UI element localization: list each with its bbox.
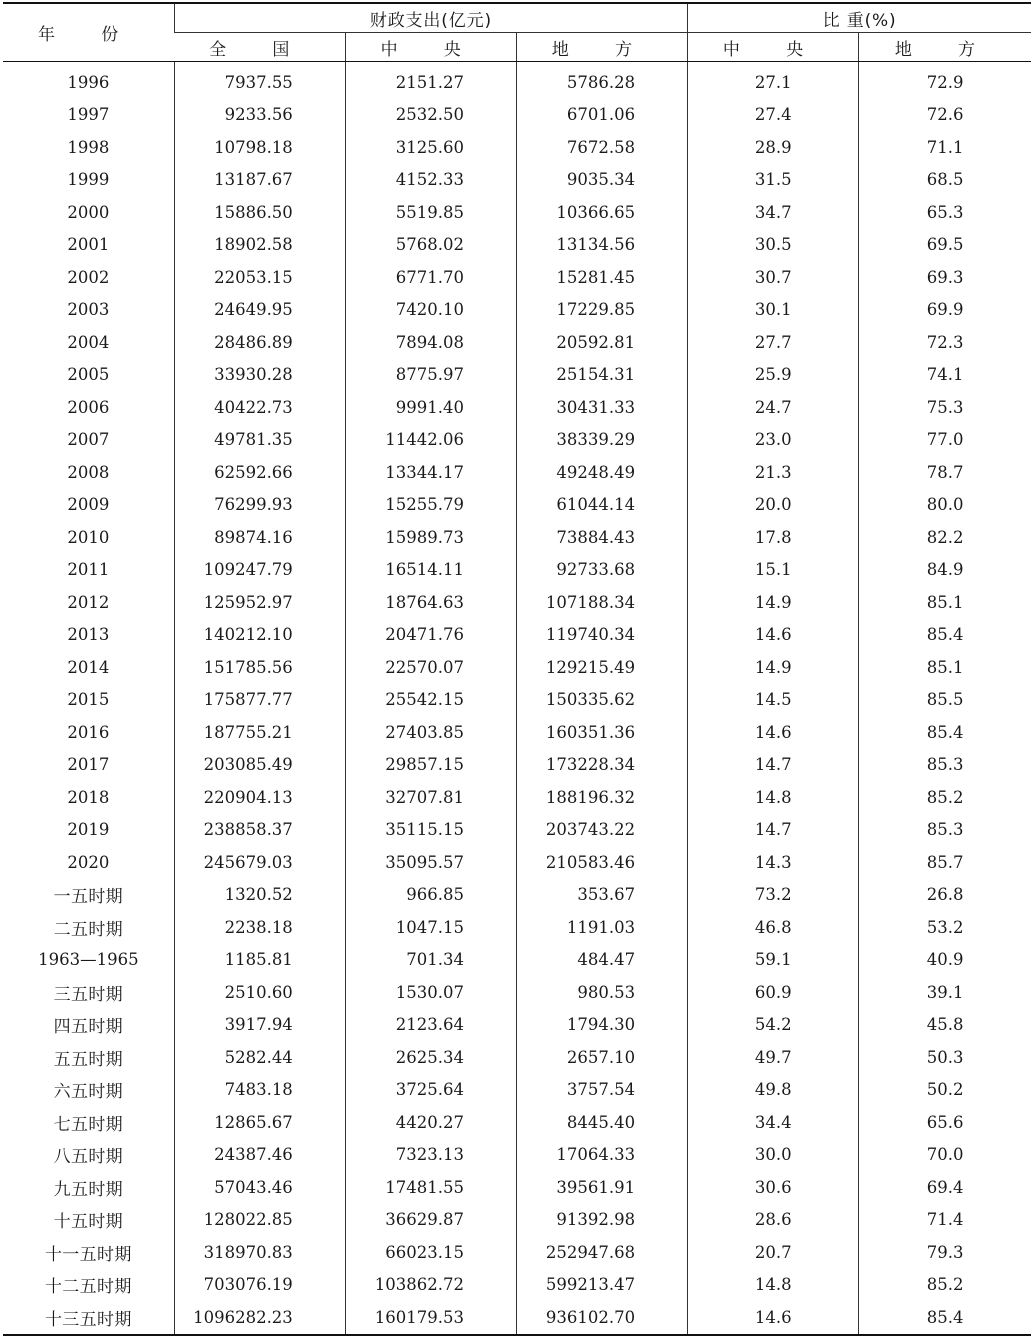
central-cell: 2151.27 [345,62,516,99]
table-row [3,99,1031,132]
share-central-cell: 20.0 [688,489,859,522]
national-cell: 128022.85 [174,1204,345,1237]
national-cell: 49781.35 [174,424,345,457]
local-cell: 119740.34 [516,619,687,652]
share-local-cell: 40.9 [859,944,1031,977]
share-central-cell: 14.3 [688,846,859,879]
central-cell: 7420.10 [345,294,516,327]
central-cell: 22570.07 [345,651,516,684]
year-cell: 2008 [67,462,110,482]
central-cell: 103862.72 [345,1269,516,1302]
share-central-cell: 30.1 [688,294,859,327]
year-cell: 五五时期 [53,1049,124,1070]
central-cell: 2532.50 [345,99,516,132]
share-central-cell: 30.0 [688,1139,859,1172]
year-cell: 2015 [67,690,110,710]
share-central-cell: 23.0 [688,424,859,457]
share-central-cell: 14.9 [688,586,859,619]
local-cell: 150335.62 [516,684,687,717]
local-cell: 25154.31 [516,359,687,392]
share-central-cell: 28.9 [688,131,859,164]
share-central-cell: 28.6 [688,1204,859,1237]
share-central-cell: 73.2 [688,879,859,912]
national-cell: 7483.18 [174,1074,345,1107]
central-cell: 20471.76 [345,619,516,652]
year-cell: 十一五时期 [44,1244,132,1265]
share-central-cell: 31.5 [688,164,859,197]
table-row [3,814,1031,847]
local-cell: 252947.68 [516,1236,687,1269]
table-row [3,781,1031,814]
share-central-cell: 60.9 [688,976,859,1009]
national-cell: 15886.50 [174,196,345,229]
year-cell: 一五时期 [53,887,124,908]
share-local-cell: 77.0 [859,424,1031,457]
central-cell: 16514.11 [345,554,516,587]
national-cell: 24649.95 [174,294,345,327]
table-row [3,1236,1031,1269]
share-central-cell: 14.6 [688,619,859,652]
table-row [3,489,1031,522]
local-cell: 39561.91 [516,1171,687,1204]
year-cell: 2014 [67,657,110,677]
national-cell: 703076.19 [174,1269,345,1302]
share-local-cell: 65.3 [859,196,1031,229]
year-cell: 三五时期 [53,984,124,1005]
central-cell: 17481.55 [345,1171,516,1204]
fiscal-expenditure-table [3,2,1031,1336]
table-row [3,1074,1031,1107]
local-cell: 20592.81 [516,326,687,359]
national-cell: 76299.93 [174,489,345,522]
table-row [3,359,1031,392]
table-row [3,1171,1031,1204]
local-cell: 7672.58 [516,131,687,164]
year-cell: 2011 [67,560,110,580]
national-cell: 57043.46 [174,1171,345,1204]
year-cell: 1996 [67,72,110,92]
national-cell: 203085.49 [174,749,345,782]
national-cell: 1320.52 [174,879,345,912]
share-local-cell: 39.1 [859,976,1031,1009]
table-row [3,749,1031,782]
local-cell: 8445.40 [516,1106,687,1139]
share-central-cell: 21.3 [688,456,859,489]
share-local-cell: 72.6 [859,99,1031,132]
central-cell: 11442.06 [345,424,516,457]
national-cell: 10798.18 [174,131,345,164]
local-cell: 17229.85 [516,294,687,327]
local-cell: 160351.36 [516,716,687,749]
share-local-cell: 85.4 [859,1301,1031,1335]
year-cell: 1998 [67,137,110,157]
share-central-cell: 30.5 [688,229,859,262]
year-cell: 2001 [67,235,110,255]
central-cell: 2625.34 [345,1041,516,1074]
local-cell: 936102.70 [516,1301,687,1335]
table-row [3,944,1031,977]
table-row [3,164,1031,197]
local-cell: 203743.22 [516,814,687,847]
year-cell: 2010 [67,527,110,547]
local-cell: 91392.98 [516,1204,687,1237]
national-cell: 22053.15 [174,261,345,294]
share-central-column-header: 中 央 [688,33,859,62]
local-cell: 173228.34 [516,749,687,782]
national-cell: 7937.55 [174,62,345,99]
table-row [3,521,1031,554]
year-cell: 二五时期 [53,919,124,940]
local-cell: 17064.33 [516,1139,687,1172]
local-cell: 1794.30 [516,1009,687,1042]
national-cell: 109247.79 [174,554,345,587]
year-cell: 2003 [67,300,110,320]
table-row [3,1139,1031,1172]
year-cell: 四五时期 [53,1017,124,1038]
table-row [3,391,1031,424]
central-cell: 6771.70 [345,261,516,294]
central-cell: 7894.08 [345,326,516,359]
year-cell: 十五时期 [53,1212,124,1233]
share-local-cell: 78.7 [859,456,1031,489]
year-cell: 1963—1965 [38,950,139,970]
table-row [3,261,1031,294]
share-central-cell: 34.4 [688,1106,859,1139]
national-cell: 5282.44 [174,1041,345,1074]
table-row [3,976,1031,1009]
central-cell: 15255.79 [345,489,516,522]
year-cell: 1997 [67,105,110,125]
share-local-cell: 85.3 [859,814,1031,847]
national-cell: 238858.37 [174,814,345,847]
local-cell: 3757.54 [516,1074,687,1107]
local-column-header: 地 方 [516,33,687,62]
central-cell: 966.85 [345,879,516,912]
share-central-cell: 59.1 [688,944,859,977]
local-cell: 10366.65 [516,196,687,229]
local-cell: 353.67 [516,879,687,912]
table-row [3,1204,1031,1237]
share-local-cell: 75.3 [859,391,1031,424]
share-central-cell: 14.9 [688,651,859,684]
share-local-column-header: 地 方 [859,33,1031,62]
share-central-cell: 54.2 [688,1009,859,1042]
central-cell: 1530.07 [345,976,516,1009]
central-cell: 25542.15 [345,684,516,717]
central-cell: 4152.33 [345,164,516,197]
share-local-cell: 65.6 [859,1106,1031,1139]
table-row [3,196,1031,229]
central-cell: 2123.64 [345,1009,516,1042]
central-column-header: 中 央 [345,33,516,62]
table-header [3,3,1031,62]
year-cell: 2019 [67,820,110,840]
share-central-cell: 49.7 [688,1041,859,1074]
share-local-cell: 84.9 [859,554,1031,587]
share-central-cell: 14.5 [688,684,859,717]
year-cell: 2013 [67,625,110,645]
central-cell: 9991.40 [345,391,516,424]
year-cell: 2002 [67,267,110,287]
national-cell: 318970.83 [174,1236,345,1269]
table-row [3,1041,1031,1074]
share-central-cell: 14.7 [688,814,859,847]
central-cell: 29857.15 [345,749,516,782]
year-cell: 2007 [67,430,110,450]
table-row [3,294,1031,327]
central-cell: 35095.57 [345,846,516,879]
share-central-cell: 14.7 [688,749,859,782]
year-cell: 2004 [67,332,110,352]
share-central-cell: 30.7 [688,261,859,294]
national-cell: 125952.97 [174,586,345,619]
share-local-cell: 53.2 [859,911,1031,944]
year-cell: 十三五时期 [3,1301,174,1335]
share-local-cell: 80.0 [859,489,1031,522]
local-cell: 15281.45 [516,261,687,294]
share-local-cell: 70.0 [859,1139,1031,1172]
local-cell: 210583.46 [516,846,687,879]
local-cell: 2657.10 [516,1041,687,1074]
year-cell: 2018 [67,787,110,807]
central-cell: 15989.73 [345,521,516,554]
share-central-cell: 14.8 [688,781,859,814]
table-row [3,911,1031,944]
year-cell: 2012 [67,592,110,612]
national-cell: 9233.56 [174,99,345,132]
share-local-cell: 85.1 [859,651,1031,684]
table-row [3,1106,1031,1139]
year-cell: 六五时期 [53,1082,124,1103]
year-cell: 2017 [67,755,110,775]
share-central-cell: 17.8 [688,521,859,554]
share-local-cell: 82.2 [859,521,1031,554]
local-cell: 49248.49 [516,456,687,489]
central-cell: 4420.27 [345,1106,516,1139]
share-local-cell: 85.4 [859,619,1031,652]
table-row [3,326,1031,359]
share-central-cell: 15.1 [688,554,859,587]
share-central-cell: 24.7 [688,391,859,424]
central-cell: 7323.13 [345,1139,516,1172]
local-cell: 188196.32 [516,781,687,814]
national-cell: 1185.81 [174,944,345,977]
central-cell: 701.34 [345,944,516,977]
local-cell: 599213.47 [516,1269,687,1302]
share-central-cell: 20.7 [688,1236,859,1269]
local-cell: 30431.33 [516,391,687,424]
table-row [3,131,1031,164]
table-row [3,619,1031,652]
central-cell: 27403.85 [345,716,516,749]
national-column-header: 全 国 [174,33,345,62]
national-cell: 220904.13 [174,781,345,814]
national-cell: 1096282.23 [174,1301,345,1335]
central-cell: 13344.17 [345,456,516,489]
share-local-cell: 79.3 [859,1236,1031,1269]
year-cell: 九五时期 [53,1179,124,1200]
table-row [3,846,1031,879]
local-cell: 980.53 [516,976,687,1009]
share-local-cell: 68.5 [859,164,1031,197]
national-cell: 151785.56 [174,651,345,684]
central-cell: 5519.85 [345,196,516,229]
national-cell: 62592.66 [174,456,345,489]
share-central-cell: 27.1 [688,62,859,99]
share-local-cell: 71.4 [859,1204,1031,1237]
share-local-cell: 71.1 [859,131,1031,164]
share-central-cell: 14.6 [688,1301,859,1335]
share-local-cell: 69.9 [859,294,1031,327]
national-cell: 140212.10 [174,619,345,652]
local-cell: 484.47 [516,944,687,977]
share-local-cell: 85.2 [859,1269,1031,1302]
central-cell: 35115.15 [345,814,516,847]
share-central-cell: 49.8 [688,1074,859,1107]
national-cell: 2238.18 [174,911,345,944]
share-local-cell: 72.3 [859,326,1031,359]
year-cell: 2000 [67,202,110,222]
central-cell: 1047.15 [345,911,516,944]
local-cell: 61044.14 [516,489,687,522]
share-local-cell: 85.2 [859,781,1031,814]
national-cell: 13187.67 [174,164,345,197]
local-cell: 9035.34 [516,164,687,197]
share-local-cell: 50.3 [859,1041,1031,1074]
table-row [3,456,1031,489]
national-cell: 24387.46 [174,1139,345,1172]
central-cell: 5768.02 [345,229,516,262]
share-central-cell: 27.4 [688,99,859,132]
national-cell: 245679.03 [174,846,345,879]
local-cell: 13134.56 [516,229,687,262]
share-local-cell: 85.4 [859,716,1031,749]
share-local-cell: 50.2 [859,1074,1031,1107]
expenditure-group-header: 财政支出(亿元) [174,3,688,33]
share-local-cell: 72.9 [859,62,1031,99]
table-row [3,424,1031,457]
year-cell: 七五时期 [53,1114,124,1135]
table-row [3,554,1031,587]
central-cell: 18764.63 [345,586,516,619]
share-central-cell: 14.8 [688,1269,859,1302]
national-cell: 40422.73 [174,391,345,424]
share-local-cell: 74.1 [859,359,1031,392]
share-local-cell: 45.8 [859,1009,1031,1042]
share-local-cell: 69.3 [859,261,1031,294]
local-cell: 92733.68 [516,554,687,587]
share-group-header: 比 重(%) [688,3,1031,33]
share-central-cell: 25.9 [688,359,859,392]
share-central-cell: 34.7 [688,196,859,229]
local-cell: 129215.49 [516,651,687,684]
national-cell: 2510.60 [174,976,345,1009]
share-local-cell: 85.1 [859,586,1031,619]
share-central-cell: 27.7 [688,326,859,359]
national-cell: 12865.67 [174,1106,345,1139]
table-row [3,684,1031,717]
table-body [3,62,1031,1335]
year-column-header: 年 份 [3,3,174,62]
year-cell: 十二五时期 [44,1277,132,1298]
national-cell: 28486.89 [174,326,345,359]
national-cell: 18902.58 [174,229,345,262]
national-cell: 33930.28 [174,359,345,392]
local-cell: 6701.06 [516,99,687,132]
local-cell: 5786.28 [516,62,687,99]
national-cell: 89874.16 [174,521,345,554]
national-cell: 175877.77 [174,684,345,717]
table-row [3,1301,1031,1335]
share-local-cell: 85.7 [859,846,1031,879]
table-row [3,62,1031,99]
table-row [3,1269,1031,1302]
central-cell: 8775.97 [345,359,516,392]
central-cell: 160179.53 [345,1301,516,1335]
central-cell: 32707.81 [345,781,516,814]
table-row [3,1009,1031,1042]
share-local-cell: 69.4 [859,1171,1031,1204]
year-cell: 1999 [67,170,110,190]
share-local-cell: 85.5 [859,684,1031,717]
local-cell: 73884.43 [516,521,687,554]
share-local-cell: 69.5 [859,229,1031,262]
local-cell: 1191.03 [516,911,687,944]
share-local-cell: 26.8 [859,879,1031,912]
year-cell: 2020 [67,852,110,872]
year-cell: 八五时期 [53,1147,124,1168]
central-cell: 36629.87 [345,1204,516,1237]
year-cell: 2006 [67,397,110,417]
share-central-cell: 14.6 [688,716,859,749]
table-row [3,651,1031,684]
share-central-cell: 46.8 [688,911,859,944]
central-cell: 3125.60 [345,131,516,164]
share-central-cell: 30.6 [688,1171,859,1204]
local-cell: 38339.29 [516,424,687,457]
year-cell: 2009 [67,495,110,515]
table-row [3,716,1031,749]
fiscal-expenditure-table-container [3,2,1031,1336]
table-row [3,879,1031,912]
central-cell: 3725.64 [345,1074,516,1107]
national-cell: 3917.94 [174,1009,345,1042]
national-cell: 187755.21 [174,716,345,749]
year-cell: 2005 [67,365,110,385]
local-cell: 107188.34 [516,586,687,619]
table-row [3,229,1031,262]
central-cell: 66023.15 [345,1236,516,1269]
share-local-cell: 85.3 [859,749,1031,782]
year-cell: 2016 [67,722,110,742]
table-row [3,586,1031,619]
header-row-top [3,3,1031,33]
